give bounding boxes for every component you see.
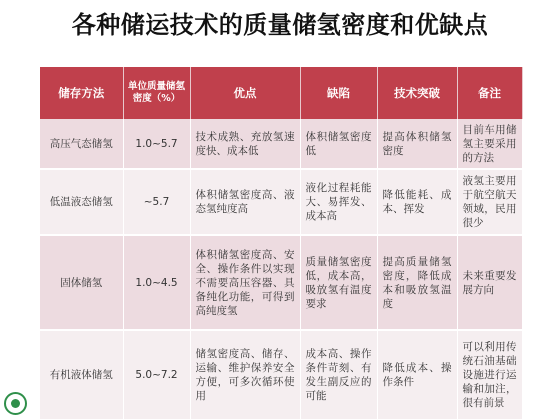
header-method: 储存方法: [40, 67, 123, 119]
cell-tech: 降低成本、操作条件: [377, 330, 457, 419]
table-row: [40, 119, 522, 169]
cell-method: 有机液体储氢: [40, 330, 123, 419]
header-tech: 技术突破: [377, 67, 457, 119]
page-title: 各种储运技术的质量储氢密度和优缺点: [71, 11, 489, 39]
cell-tech: 提高体积储氢密度: [377, 119, 457, 169]
cell-notes: 液氢主要用于航空航天领域，民用很少: [457, 169, 522, 235]
cell-notes: 可以利用传统石油基础设施进行运输和加注，很有前景: [457, 330, 522, 419]
cell-rate: ~5.7: [123, 169, 190, 235]
cell-defects: 液化过程耗能大、易挥发、成本高: [300, 169, 377, 235]
cell-tech: 降低能耗、成本、挥发: [377, 169, 457, 235]
logo-icon: [4, 392, 27, 415]
header-rate: 单位质量储氢密度（%）: [123, 67, 190, 119]
cell-method: 低温液态储氢: [40, 169, 123, 235]
cell-defects: 体积储氢密度低: [300, 119, 377, 169]
cell-tech: 提高质量储氢密度，降低成本和吸放氢温度: [377, 235, 457, 330]
cell-rate: 1.0~5.7: [123, 119, 190, 169]
hydrogen-storage-table: [40, 67, 523, 419]
cell-advantages: 体积储氢密度高、液态氢纯度高: [190, 169, 300, 235]
header-notes: 备注: [457, 67, 522, 119]
cell-advantages: 体积储氢密度高、安全、操作条件以实现不需要高压容器、具备纯化功能，可得到高纯度氢: [190, 235, 300, 330]
header-advantages: 优点: [190, 67, 300, 119]
table-row: [40, 169, 522, 235]
cell-advantages: 技术成熟、充放氢速度快、成本低: [190, 119, 300, 169]
cell-rate: 5.0~7.2: [123, 330, 190, 419]
table-row: [40, 235, 522, 330]
table-row: [40, 330, 522, 419]
cell-rate: 1.0~4.5: [123, 235, 190, 330]
cell-method: 固体储氢: [40, 235, 123, 330]
cell-defects: 质量储氢密度低，成本高，吸放氢有温度要求: [300, 235, 377, 330]
cell-notes: 目前车用储氢主要采用的方法: [457, 119, 522, 169]
header-defects: 缺陷: [300, 67, 377, 119]
cell-defects: 成本高、操作条件苛刻、有发生副反应的可能: [300, 330, 377, 419]
table-header-row: [40, 67, 522, 119]
cell-method: 高压气态储氢: [40, 119, 123, 169]
cell-advantages: 储氢密度高、储存、运输、维护保养安全方便，可多次循环使用: [190, 330, 300, 419]
cell-notes: 未来重要发展方向: [457, 235, 522, 330]
